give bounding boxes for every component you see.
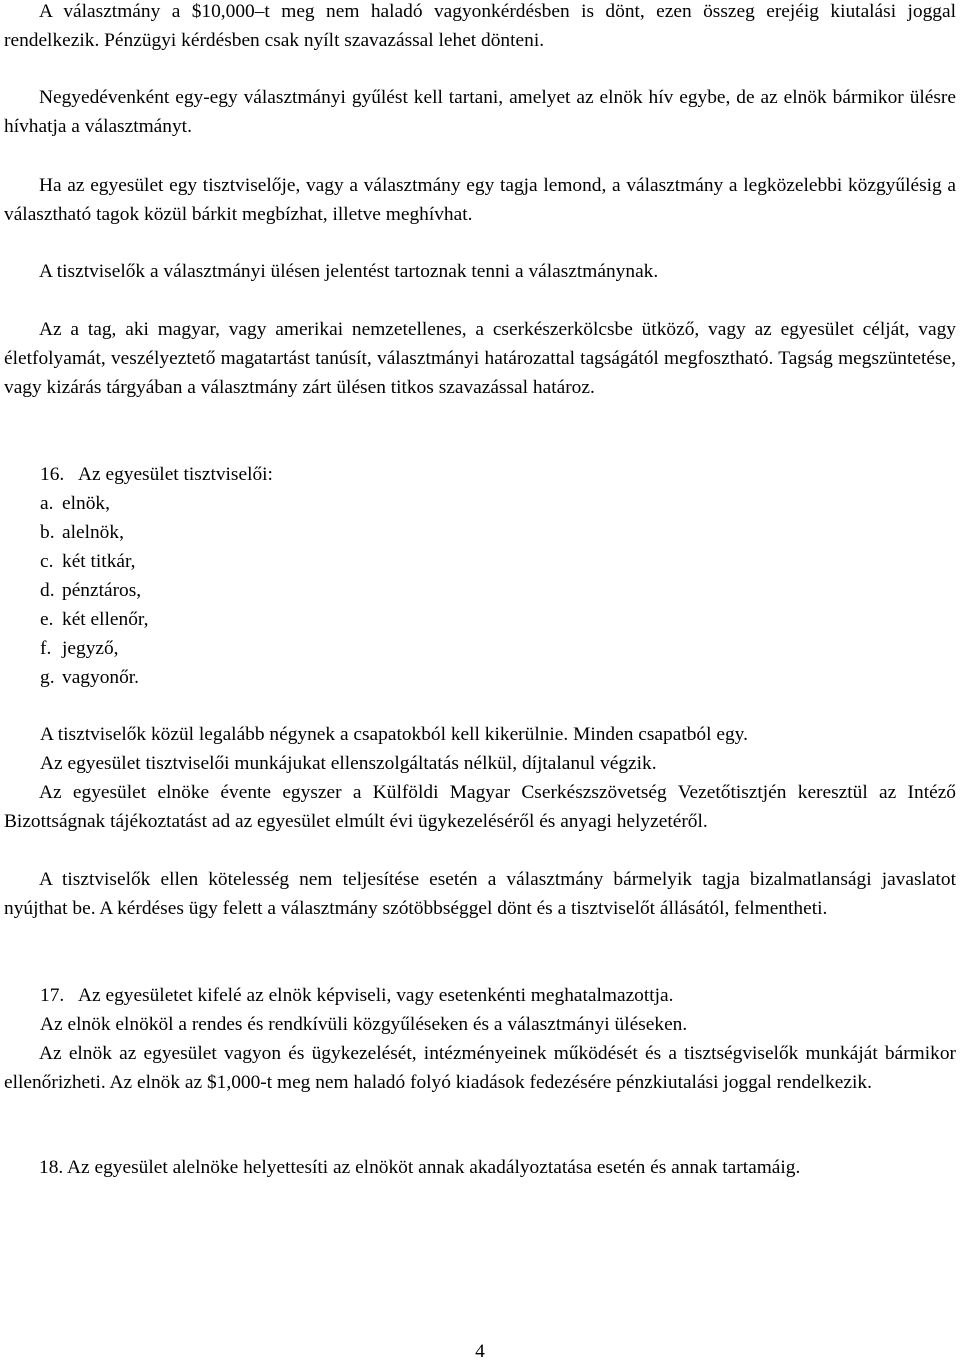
section-16-heading	[40, 460, 273, 489]
list-item: a. elnök,	[40, 493, 110, 514]
list-item: e. két ellenőr,	[40, 609, 149, 630]
paragraph-officer-reports: A tisztviselők a választmányi ülésen jelentést tartoznak tenni a választmánynak.	[39, 261, 659, 282]
section-number: 18.	[39, 1157, 64, 1178]
paragraph-resignation: Ha az egyesület egy tisztviselője, vagy a választmány egy tagja lemond, a választmány a legközelebbi közgyűlésig a választható tagok közül bárkit megbízhat, illetve meghívhat.	[4, 175, 956, 225]
list-item: f. jegyző,	[40, 638, 119, 659]
paragraph-membership-revocation: Az a tag, aki magyar, vagy amerikai nemzetellenes, a cserkészerkölcsbe ütköző, vagy az egyesület célját, vagy életfolyamát, veszélyeztető magatartást tanúsít, választmányi határozattal tagságától megfosztható. Tagság megszüntetése, vagy kizárás tárgyában a választmány zárt ülésen titkos szavazással határoz.	[4, 319, 956, 398]
section-heading-text: Az egyesület tisztviselői:	[78, 464, 273, 485]
list-item: d. pénztáros,	[40, 580, 142, 601]
paragraph-no-confidence: A tisztviselők ellen kötelesség nem teljesítése esetén a választmány bármelyik tagja bizalmatlansági javaslatot nyújthat be. A kérdéses ügy felett a választmány szótöbbséggel dönt és a tisztviselőt állásától, felmentheti.	[4, 869, 956, 919]
list-item: g. vagyonőr.	[40, 667, 140, 688]
list-item: c. két titkár,	[40, 551, 136, 572]
section-number: 16.	[40, 464, 65, 485]
paragraph-president-oversight: Az elnök az egyesület vagyon és ügykezelését, intézményeinek működését és a tisztségviselők munkáját bármikor ellenőrizheti. Az elnök az $1,000-t meg nem haladó folyó kiadások fedezésére pénzkiutalási joggal rendelkezik.	[4, 1043, 956, 1093]
section-18-text: Az egyesület alelnöke helyettesíti az elnököt annak akadályoztatása esetén és annak tartamáig.	[67, 1157, 801, 1178]
section-number: 17.	[40, 985, 65, 1006]
section-17-heading	[40, 981, 674, 1010]
paragraph-officers-unpaid: Az egyesület tisztviselői munkájukat ellenszolgáltatás nélkül, díjtalanul végzik.	[40, 753, 657, 774]
list-item: b. alelnök,	[40, 522, 124, 543]
paragraph-annual-report: Az egyesület elnöke évente egyszer a Külföldi Magyar Cserkészszövetség Vezetőtisztjén keresztül az Intéző Bizottságnak tájékoztatást ad az egyesület elmúlt évi ügykezeléséről és anyagi helyzetéről.	[4, 782, 956, 832]
paragraph-officers-from-troops: A tisztviselők közül legalább négynek a csapatokból kell kikerülnie. Minden csapatból egy.	[40, 724, 748, 745]
paragraph-quarterly-meetings: Negyedévenként egy-egy választmányi gyűlést kell tartani, amelyet az elnök hív egybe, de az elnök bármikor ülésre hívhatja a választmányt.	[4, 87, 956, 137]
paragraph-president-chairs: Az elnök elnököl a rendes és rendkívüli közgyűléseken és a választmányi üléseken.	[40, 1014, 688, 1035]
section-heading-text: Az egyesületet kifelé az elnök képviseli, vagy esetenkénti meghatalmazottja.	[78, 985, 674, 1006]
paragraph-financial-authority: A választmány a $10,000–t meg nem haladó vagyonkérdésben is dönt, ezen összeg erejéig kiutalási joggal rendelkezik. Pénzügyi kérdésben csak nyílt szavazással lehet dönteni.	[4, 1, 956, 51]
page-number: 4	[475, 1341, 485, 1362]
section-18-paragraph	[4, 1153, 956, 1182]
